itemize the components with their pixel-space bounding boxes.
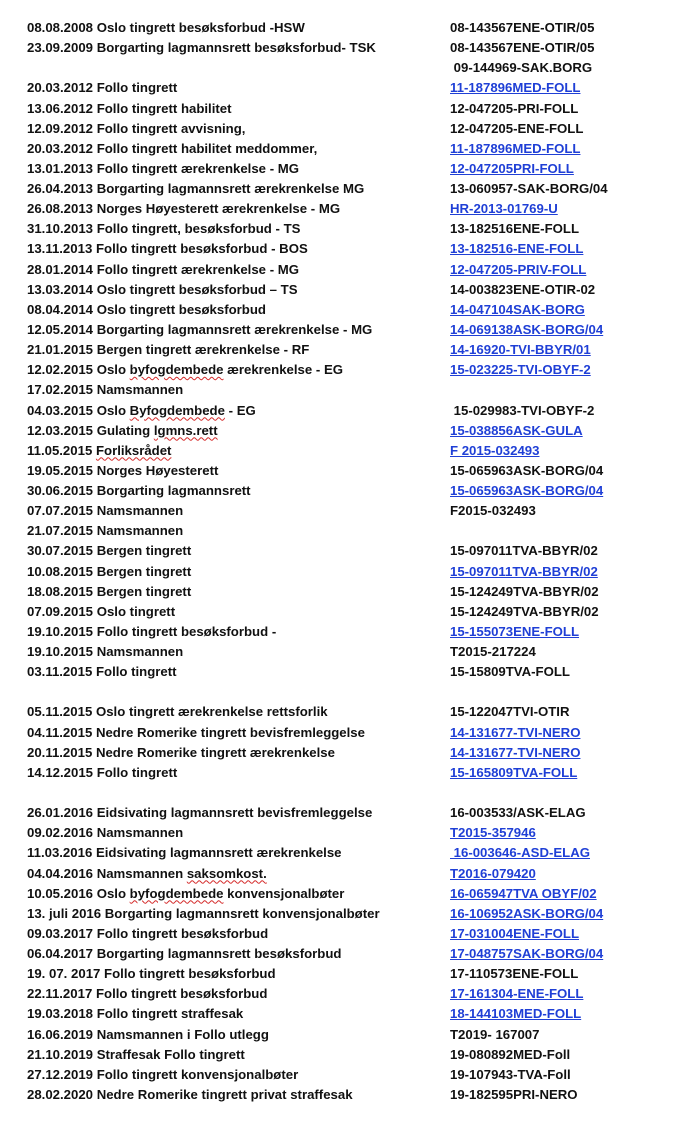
case-description: 09.03.2017 Follo tingrett besøksforbud <box>27 925 269 941</box>
case-description: 11.05.2015 Forliksrådet <box>27 442 172 458</box>
case-row <box>0 280 673 300</box>
case-row <box>0 78 673 98</box>
case-row <box>0 260 673 280</box>
case-reference-link[interactable]: F 2015-032493 <box>450 442 540 458</box>
case-row <box>0 944 673 964</box>
case-reference-link[interactable]: HR-2013-01769-U <box>450 201 558 217</box>
case-description: 13.06.2012 Follo tingrett habilitet <box>27 100 232 116</box>
case-reference-link[interactable]: 11-187896MED-FOLL <box>450 80 581 96</box>
case-row <box>0 38 673 58</box>
case-reference: 19-182595PRI-NERO <box>450 1086 578 1102</box>
case-description: 12.09.2012 Follo tingrett avvisning, <box>27 120 246 136</box>
case-row <box>0 159 673 179</box>
case-reference: 19-107943-TVA-Foll <box>450 1066 571 1082</box>
case-reference-link[interactable]: 17-031004ENE-FOLL <box>450 925 579 941</box>
case-reference-link[interactable]: 15-038856ASK-GULA <box>450 422 583 438</box>
case-row <box>0 360 673 380</box>
case-description: 12.05.2014 Borgarting lagmannsrett ærekrenkelse - MG <box>27 321 373 337</box>
case-reference-link[interactable]: 15-165809TVA-FOLL <box>450 764 578 780</box>
case-row <box>0 58 673 78</box>
case-reference-link[interactable]: 13-182516-ENE-FOLL <box>450 241 584 257</box>
case-reference: 15-065963ASK-BORG/04 <box>450 462 604 478</box>
case-row <box>0 340 673 360</box>
case-row <box>0 1045 673 1065</box>
case-reference-link[interactable]: 14-131677-TVI-NERO <box>450 724 581 740</box>
case-row <box>0 320 673 340</box>
case-description: 08.04.2014 Oslo tingrett besøksforbud <box>27 301 266 317</box>
case-row <box>0 823 673 843</box>
case-row <box>0 18 673 38</box>
case-row <box>0 501 673 521</box>
case-row <box>0 622 673 642</box>
case-row <box>0 763 673 783</box>
case-reference-link[interactable]: 14-047104SAK-BORG <box>450 301 585 317</box>
case-row <box>0 1025 673 1045</box>
case-row <box>0 139 673 159</box>
case-reference-link[interactable]: 17-048757SAK-BORG/04 <box>450 946 604 961</box>
case-reference-link[interactable]: 11-187896MED-FOLL <box>450 140 581 156</box>
case-description: 10.08.2015 Bergen tingrett <box>27 563 192 579</box>
case-reference-link[interactable]: 15-023225-TVI-OBYF-2 <box>450 362 591 378</box>
case-reference-link[interactable]: 12-047205PRI-FOLL <box>450 160 574 176</box>
case-description: 21.01.2015 Bergen tingrett ærekrenkelse - RF <box>27 342 310 358</box>
case-description: 16.06.2019 Namsmannen i Follo utlegg <box>27 1026 269 1042</box>
case-row <box>0 864 673 884</box>
case-reference: 08-143567ENE-OTIR/05 <box>450 40 595 56</box>
case-reference-link[interactable]: 16-106952ASK-BORG/04 <box>450 905 604 921</box>
case-description: 28.02.2020 Nedre Romerike tingrett privat straffesak <box>27 1086 353 1102</box>
case-row <box>0 441 673 461</box>
case-description: 14.12.2015 Follo tingrett <box>27 764 178 780</box>
case-reference-link[interactable]: 15-097011TVA-BBYR/02 <box>450 563 598 579</box>
case-row <box>0 984 673 1004</box>
case-row <box>0 702 673 722</box>
case-reference: 15-124249TVA-BBYR/02 <box>450 583 599 599</box>
case-row <box>0 743 673 763</box>
case-reference-link[interactable]: 14-131677-TVI-NERO <box>450 744 581 760</box>
case-row <box>0 119 673 139</box>
case-row <box>0 783 673 803</box>
case-row <box>0 1085 673 1105</box>
case-reference-link[interactable]: 17-161304-ENE-FOLL <box>450 986 584 1002</box>
case-reference-link[interactable]: 14-069138ASK-BORG/04 <box>450 321 604 337</box>
case-row <box>0 562 673 582</box>
case-row <box>0 1065 673 1085</box>
case-description: 28.01.2014 Follo tingrett ærekrenkelse - MG <box>27 261 300 277</box>
case-description: 12.03.2015 Gulating lgmns.rett <box>27 422 218 438</box>
case-reference: 15-029983-TVI-OBYF-2 <box>450 402 595 418</box>
case-description: 27.12.2019 Follo tingrett konvensjonalbøter <box>27 1066 299 1082</box>
case-reference: T2015-217224 <box>450 644 536 659</box>
case-description: 22.11.2017 Follo tingrett besøksforbud <box>27 986 268 1002</box>
case-reference: 15-124249TVA-BBYR/02 <box>450 603 599 619</box>
case-row <box>0 884 673 904</box>
case-description: 13.03.2014 Oslo tingrett besøksforbud – TS <box>27 281 298 297</box>
case-reference-link[interactable]: 16-065947TVA OBYF/02 <box>450 885 597 901</box>
case-reference: 17-110573ENE-FOLL <box>450 966 579 982</box>
case-reference: 12-047205-ENE-FOLL <box>450 120 584 136</box>
case-reference-link[interactable]: 14-16920-TVI-BBYR/01 <box>450 342 591 358</box>
case-description: 04.04.2016 Namsmannen saksomkost. <box>27 865 267 881</box>
case-row <box>0 843 673 863</box>
case-description: 30.06.2015 Borgarting lagmannsrett <box>27 483 251 498</box>
case-row <box>0 481 673 501</box>
case-reference-link[interactable]: 16-003646-ASD-ELAG <box>450 845 590 861</box>
case-description: 04.11.2015 Nedre Romerike tingrett bevisfremleggelse <box>27 724 365 740</box>
case-row <box>0 239 673 259</box>
case-description: 20.11.2015 Nedre Romerike tingrett ærekrenkelse <box>27 744 335 760</box>
case-description: 17.02.2015 Namsmannen <box>27 382 184 398</box>
case-reference: F2015-032493 <box>450 503 536 519</box>
case-reference: 19-080892MED-Foll <box>450 1046 571 1062</box>
case-reference: T2019- 167007 <box>450 1026 540 1042</box>
case-reference: 13-060957-SAK-BORG/04 <box>450 181 608 196</box>
case-description: 07.09.2015 Oslo tingrett <box>27 603 176 619</box>
case-row <box>0 179 673 199</box>
case-row <box>0 602 673 622</box>
case-description: 08.08.2008 Oslo tingrett besøksforbud -HSW <box>27 20 305 35</box>
case-description: 19.10.2015 Namsmannen <box>27 644 184 659</box>
case-description: 06.04.2017 Borgarting lagmannsrett besøksforbud <box>27 946 342 961</box>
case-description: 12.02.2015 Oslo byfogdembede ærekrenkelse - EG <box>27 362 344 378</box>
case-reference: 15-15809TVA-FOLL <box>450 664 570 680</box>
case-reference-link[interactable]: 12-047205-PRIV-FOLL <box>450 261 587 277</box>
case-row <box>0 723 673 743</box>
case-reference: 13-182516ENE-FOLL <box>450 221 579 237</box>
case-row <box>0 300 673 320</box>
case-row <box>0 421 673 441</box>
case-reference-link[interactable]: T2016-079420 <box>450 865 536 881</box>
case-reference: 08-143567ENE-OTIR/05 <box>450 20 595 35</box>
case-reference: 14-003823ENE-OTIR-02 <box>450 281 596 297</box>
case-description: 21.07.2015 Namsmannen <box>27 523 184 539</box>
case-row <box>0 904 673 924</box>
case-row <box>0 642 673 662</box>
case-description: 21.10.2019 Straffesak Follo tingrett <box>27 1046 245 1062</box>
case-reference: 09-144969-SAK.BORG <box>450 60 593 76</box>
case-description: 20.03.2012 Follo tingrett <box>27 80 178 96</box>
case-description: 09.02.2016 Namsmannen <box>27 825 184 841</box>
case-description: 23.09.2009 Borgarting lagmannsrett besøksforbud- TSK <box>27 40 376 56</box>
case-row <box>0 582 673 602</box>
case-description: 19. 07. 2017 Follo tingrett besøksforbud <box>27 966 276 982</box>
case-description: 18.08.2015 Bergen tingrett <box>27 583 192 599</box>
case-reference: 12-047205-PRI-FOLL <box>450 100 579 116</box>
case-reference-link[interactable]: 18-144103MED-FOLL <box>450 1006 582 1022</box>
case-row <box>0 380 673 400</box>
case-reference: 15-122047TVI-OTIR <box>450 704 570 720</box>
case-description: 19.03.2018 Follo tingrett straffesak <box>27 1006 244 1022</box>
case-reference-link[interactable]: 15-065963ASK-BORG/04 <box>450 483 604 498</box>
case-description: 04.03.2015 Oslo Byfogdembede - EG <box>27 402 256 418</box>
case-row <box>0 461 673 481</box>
case-reference-link[interactable]: 15-155073ENE-FOLL <box>450 623 579 639</box>
case-description: 11.03.2016 Eidsivating lagmannsrett ærekrenkelse <box>27 845 342 861</box>
case-reference: 15-097011TVA-BBYR/02 <box>450 543 598 559</box>
case-description: 13.01.2013 Follo tingrett ærekrenkelse - MG <box>27 160 300 176</box>
case-row <box>0 521 673 541</box>
case-description: 03.11.2015 Follo tingrett <box>27 664 177 680</box>
case-description: 20.03.2012 Follo tingrett habilitet meddommer, <box>27 140 318 156</box>
case-description: 26.04.2013 Borgarting lagmannsrett ærekrenkelse MG <box>27 181 365 196</box>
case-row <box>0 803 673 823</box>
case-row <box>0 682 673 702</box>
case-row <box>0 401 673 421</box>
case-row <box>0 199 673 219</box>
case-description: 10.05.2016 Oslo byfogdembede konvensjonalbøter <box>27 885 345 901</box>
case-row <box>0 99 673 119</box>
case-row <box>0 541 673 561</box>
case-description: 13.11.2013 Follo tingrett besøksforbud - BOS <box>27 241 308 257</box>
case-row <box>0 1004 673 1024</box>
case-row <box>0 662 673 682</box>
case-description: 13. juli 2016 Borgarting lagmannsrett konvensjonalbøter <box>27 905 380 921</box>
case-row <box>0 924 673 944</box>
case-description: 07.07.2015 Namsmannen <box>27 503 184 519</box>
case-description: 26.01.2016 Eidsivating lagmannsrett bevisfremleggelse <box>27 805 373 821</box>
case-description: 19.05.2015 Norges Høyesterett <box>27 462 219 478</box>
case-row <box>0 219 673 239</box>
case-description: 05.11.2015 Oslo tingrett ærekrenkelse rettsforlik <box>27 704 328 720</box>
case-description: 30.07.2015 Bergen tingrett <box>27 543 192 559</box>
case-description: 26.08.2013 Norges Høyesterett ærekrenkelse - MG <box>27 201 341 217</box>
case-row <box>0 964 673 984</box>
case-reference-link[interactable]: T2015-357946 <box>450 825 536 841</box>
case-reference: 16-003533/ASK-ELAG <box>450 805 586 821</box>
case-description: 31.10.2013 Follo tingrett, besøksforbud - TS <box>27 221 301 237</box>
case-description: 19.10.2015 Follo tingrett besøksforbud - <box>27 623 277 639</box>
